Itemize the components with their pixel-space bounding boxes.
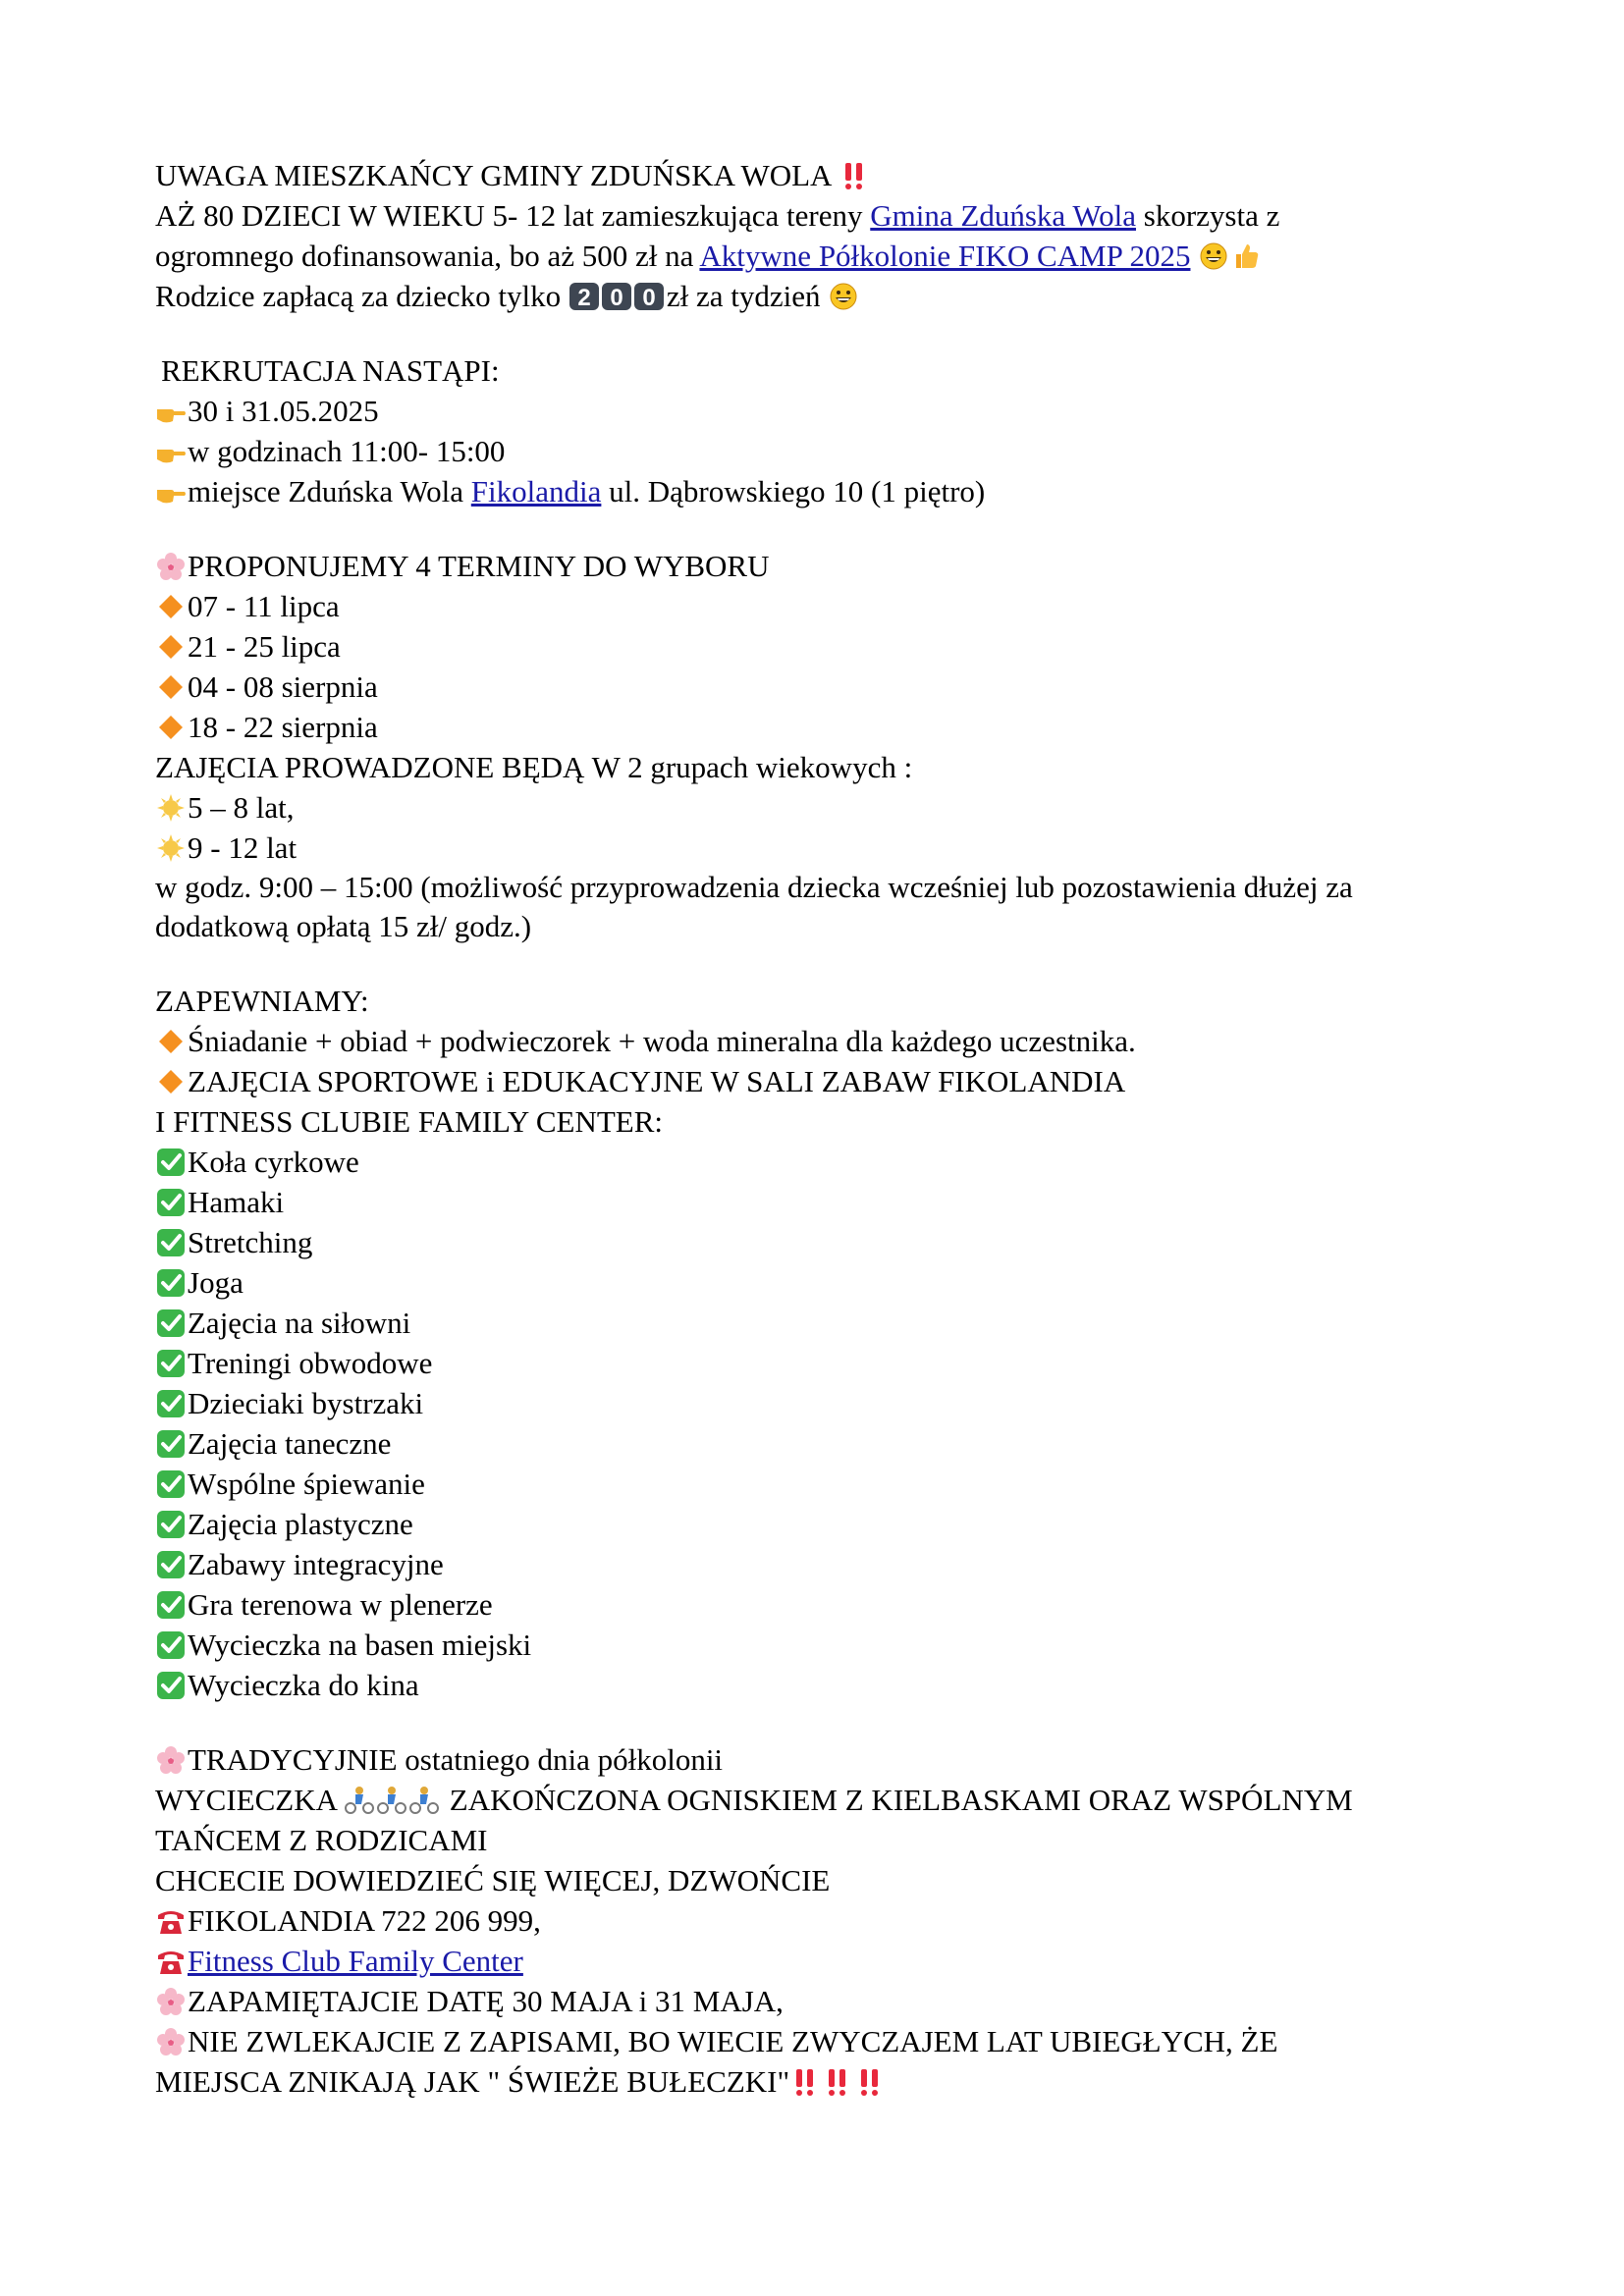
activity-label: Joga — [188, 1265, 244, 1300]
group-label: 9 - 12 lat — [188, 830, 298, 865]
terms-heading: PROPONUJEMY 4 TERMINY DO WYBORU — [188, 549, 770, 583]
activity-item — [155, 1222, 1490, 1262]
orange-diamond-icon — [155, 671, 187, 703]
activity-label: Hamaki — [188, 1185, 285, 1219]
double-exclamation-icon — [839, 160, 870, 191]
activity-item — [155, 1343, 1490, 1383]
traditional-text: TRADYCYJNIE ostatniego dnia półkolonii — [188, 1742, 724, 1777]
activities-list — [155, 1142, 1490, 1705]
trip-row — [155, 1780, 1490, 1820]
intro-text: zł za tydzień — [666, 279, 821, 313]
group-item — [155, 787, 1490, 828]
fitness-club-link[interactable]: Fitness Club Family Center — [188, 1944, 523, 1978]
fiko-camp-link[interactable]: Aktywne Półkolonie FIKO CAMP 2025 — [699, 239, 1191, 273]
remember-text: ZAPAMIĘTAJCIE DATĘ 30 MAJA i 31 MAJA, — [188, 1984, 784, 2018]
activity-item — [155, 1383, 1490, 1423]
meals-text: Śniadanie + obiad + podwieczorek + woda mineralna dla każdego uczestnika. — [188, 1024, 1136, 1058]
intro-line-4 — [155, 276, 1490, 316]
orange-diamond-icon — [155, 591, 187, 622]
recruitment-place-row — [155, 471, 1490, 511]
check-mark-icon — [155, 1468, 187, 1500]
hurry-text: NIE ZWLEKAJCIE Z ZAPISAMI, BO WIECIE ZWYCZAJEM LAT UBIEGŁYCH, ŻE — [188, 2024, 1278, 2058]
activity-label: Wycieczka do kina — [188, 1668, 419, 1702]
orange-diamond-icon — [155, 1026, 187, 1057]
group-label: 5 – 8 lat, — [188, 790, 295, 825]
check-mark-icon — [155, 1187, 187, 1218]
activity-item — [155, 1544, 1490, 1584]
term-item — [155, 707, 1490, 747]
gmina-link[interactable]: Gmina Zduńska Wola — [870, 198, 1136, 233]
check-mark-icon — [155, 1629, 187, 1661]
keycap-digits-icon — [568, 281, 667, 312]
sun-icon — [155, 792, 187, 824]
trip-text: WYCIECZKA — [155, 1783, 337, 1817]
activity-label: Koła cyrkowe — [188, 1145, 359, 1179]
recruitment-date: 30 i 31.05.2025 — [188, 394, 379, 428]
check-mark-icon — [155, 1147, 187, 1178]
groups-heading: ZAJĘCIA PROWADZONE BĘDĄ W 2 grupach wiekowych : — [155, 750, 913, 784]
check-mark-icon — [155, 1549, 187, 1580]
term-item — [155, 586, 1490, 626]
recruitment-hours-row — [155, 431, 1490, 471]
pointing-hand-icon — [155, 396, 187, 427]
activity-label: Gra terenowa w plenerze — [188, 1587, 493, 1622]
telephone-icon — [155, 1905, 187, 1937]
activity-label: Zabawy integracyjne — [188, 1547, 444, 1581]
check-mark-icon — [155, 1267, 187, 1299]
intro-text: Rodzice zapłacą za dziecko tylko — [155, 279, 562, 313]
cherry-blossom-icon — [155, 1744, 187, 1776]
check-mark-icon — [155, 1509, 187, 1540]
traditional-row — [155, 1739, 1490, 1780]
grinning-face-icon — [1198, 240, 1229, 272]
activity-item — [155, 1303, 1490, 1343]
recruitment-date-row — [155, 391, 1490, 431]
activity-label: Zajęcia na siłowni — [188, 1306, 411, 1340]
thumbs-up-icon — [1230, 240, 1262, 272]
keycap-digit-1: 2 — [577, 285, 591, 311]
check-mark-icon — [155, 1670, 187, 1701]
phone-row — [155, 1900, 1490, 1941]
term-label: 18 - 22 sierpnia — [188, 710, 378, 744]
meals-row — [155, 1021, 1490, 1061]
recruitment-address: ul. Dąbrowskiego 10 (1 piętro) — [609, 474, 986, 508]
phone-text: FIKOLANDIA 722 206 999, — [188, 1903, 541, 1938]
document-page — [155, 155, 1490, 2102]
call-text: CHCECIE DOWIEDZIEĆ SIĘ WIĘCEJ, DZWOŃCIE — [155, 1863, 831, 1897]
hurry-row-2 — [155, 2061, 1490, 2102]
activity-label: Stretching — [188, 1225, 313, 1259]
recruitment-heading: REKRUTACJA NASTĄPI: — [161, 353, 500, 388]
terms-heading-row — [155, 546, 1490, 586]
intro-text: AŻ 80 DZIECI W WIEKU 5- 12 lat zamieszkująca tereny — [155, 198, 863, 233]
activity-item — [155, 1262, 1490, 1303]
fikolandia-link[interactable]: Fikolandia — [470, 474, 602, 508]
classes-text: ZAJĘCIA SPORTOWE i EDUKACYJNE W SALI ZABAW FIKOLANDIA — [188, 1064, 1126, 1098]
hurry-row — [155, 2021, 1490, 2061]
recruitment-place: miejsce Zduńska Wola — [188, 474, 464, 508]
fitness-row — [155, 1941, 1490, 1981]
intro-line-3 — [155, 236, 1490, 276]
activity-item — [155, 1625, 1490, 1665]
cherry-blossom-icon — [155, 1986, 187, 2017]
pointing-hand-icon — [155, 436, 187, 467]
telephone-icon — [155, 1946, 187, 1977]
check-mark-icon — [155, 1589, 187, 1621]
double-exclamation-icon — [822, 2066, 853, 2098]
check-mark-icon — [155, 1308, 187, 1339]
cherry-blossom-icon — [155, 551, 187, 582]
activity-item — [155, 1423, 1490, 1464]
provide-heading: ZAPEWNIAMY: — [155, 984, 369, 1018]
check-mark-icon — [155, 1388, 187, 1419]
activity-item — [155, 1182, 1490, 1222]
sun-icon — [155, 832, 187, 864]
recruitment-hours: w godzinach 11:00- 15:00 — [188, 434, 506, 468]
intro-line-1 — [155, 155, 1490, 195]
intro-line-2 — [155, 195, 1490, 236]
hurry-text-2: MIEJSCA ZNIKAJĄ JAK " ŚWIEŻE BUŁECZKI" — [155, 2064, 790, 2099]
keycap-digit-3: 0 — [642, 285, 656, 311]
trip-text: ZAKOŃCZONA OGNISKIEM Z KIELBASKAMI ORAZ WSPÓLNYM — [449, 1783, 1353, 1817]
classes-text-2: I FITNESS CLUBIE FAMILY CENTER: — [155, 1104, 664, 1139]
activity-item — [155, 1584, 1490, 1625]
check-mark-icon — [155, 1348, 187, 1379]
term-item — [155, 626, 1490, 667]
activity-label: Dzieciaki bystrzaki — [188, 1386, 424, 1420]
check-mark-icon — [155, 1428, 187, 1460]
intro-text: skorzysta z — [1143, 198, 1280, 233]
term-label: 07 - 11 lipca — [188, 589, 340, 623]
double-exclamation-icon — [789, 2066, 821, 2098]
activity-item — [155, 1665, 1490, 1705]
pointing-hand-icon — [155, 476, 187, 507]
trip-text-2: TAŃCEM Z RODZICAMI — [155, 1823, 488, 1857]
orange-diamond-icon — [155, 712, 187, 743]
classes-row — [155, 1061, 1490, 1101]
orange-diamond-icon — [155, 1066, 187, 1097]
activity-item — [155, 1464, 1490, 1504]
term-label: 21 - 25 lipca — [188, 629, 341, 664]
double-exclamation-icon — [854, 2066, 886, 2098]
term-label: 04 - 08 sierpnia — [188, 669, 378, 704]
intro-text: ogromnego dofinansowania, bo aż 500 zł na — [155, 239, 694, 273]
activity-label: Wspólne śpiewanie — [188, 1467, 425, 1501]
activity-label: Zajęcia taneczne — [188, 1426, 392, 1461]
group-item — [155, 828, 1490, 868]
keycap-digit-2: 0 — [610, 285, 623, 311]
check-mark-icon — [155, 1227, 187, 1258]
activity-label: Treningi obwodowe — [188, 1346, 433, 1380]
remember-row — [155, 1981, 1490, 2021]
price-digit-keycaps — [568, 281, 667, 322]
grinning-face-icon — [828, 281, 859, 312]
activity-label: Wycieczka na basen miejski — [188, 1628, 532, 1662]
hours-note: w godz. 9:00 – 15:00 (możliwość przyprowadzenia dziecka wcześniej lub pozostawienia dłużej za dodatkową opłatą 15 zł/ godz.) — [155, 870, 1353, 943]
term-item — [155, 667, 1490, 707]
activity-item — [155, 1142, 1490, 1182]
activity-item — [155, 1504, 1490, 1544]
activity-label: Zajęcia plastyczne — [188, 1507, 413, 1541]
cherry-blossom-icon — [155, 2026, 187, 2057]
intro-title: UWAGA MIESZKAŃCY GMINY ZDUŃSKA WOLA — [155, 158, 831, 192]
orange-diamond-icon — [155, 631, 187, 663]
